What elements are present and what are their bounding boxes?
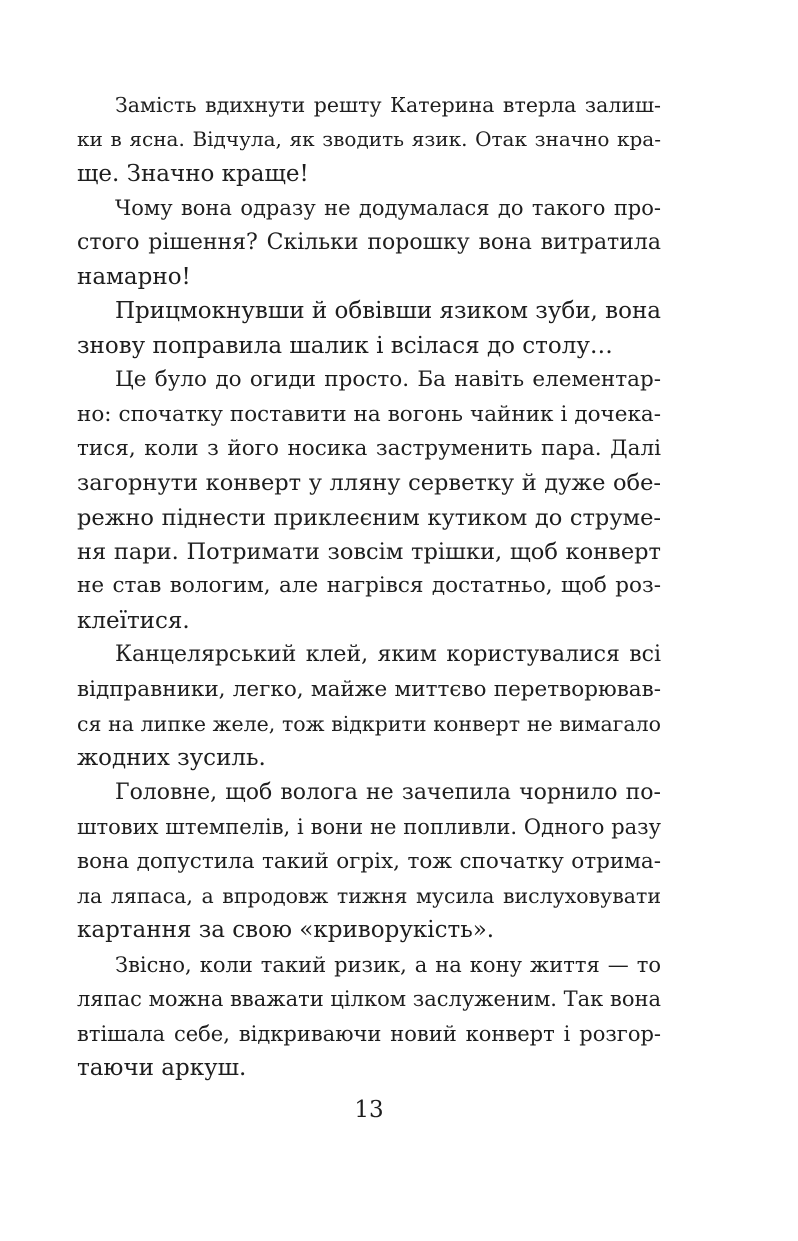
text-line: Канцелярський клей, яким користувалися всі: [115, 642, 661, 668]
text-line: загорнути конверт у лляну серветку й дуже обе-: [77, 470, 661, 497]
paragraph: [77, 88, 661, 191]
text-line: ла ляпаса, а впродовж тижня мусила вислуховувати: [77, 883, 661, 908]
text-line: ня пари. Потримати зовсім трішки, щоб конверт: [77, 539, 661, 566]
text-line: знову поправила шалик і всілася до столу…: [77, 332, 613, 359]
paragraph: [77, 638, 661, 776]
text-line: режно піднести приклеєним кутиком до струме-: [77, 504, 661, 531]
page-number: 13: [354, 1097, 384, 1123]
text-line: Це було до огиди просто. Ба навіть елементар-: [115, 367, 661, 393]
text-line: втішала себе, відкриваючи новий конверт і розгор-: [77, 1021, 661, 1046]
page-body: [77, 88, 661, 1085]
text-line: Звісно, коли такий ризик, а на кону життя — то: [115, 952, 661, 977]
text-line: відправники, легко, майже миттєво перетворював-: [77, 676, 661, 702]
text-line: клеїтися.: [77, 607, 190, 634]
paragraph: [77, 191, 661, 294]
text-line: штових штемпелів, і вони не попливли. Одного разу: [77, 815, 661, 840]
paragraph: [77, 294, 661, 363]
text-line: жодних зусиль.: [77, 745, 266, 772]
text-line: но: спочатку поставити на вогонь чайник і дочека-: [77, 401, 661, 427]
paragraph: [77, 948, 661, 1086]
paragraph: [77, 363, 661, 638]
text-line: Чому вона одразу не додумалася до такого про-: [115, 196, 661, 221]
text-line: ки в ясна. Відчула, як зводить язик. Отак значно кра-: [77, 127, 661, 152]
text-line: стого рішення? Скільки порошку вона витратила: [77, 229, 661, 255]
text-line: картання за свою «криворукість».: [77, 917, 495, 944]
text-line: Головне, щоб волога не зачепила чорнило по-: [115, 779, 661, 805]
text-line: ся на липке желе, тож відкрити конверт не вимагало: [77, 712, 661, 737]
text-line: Прицмокнувши й обвівши язиком зуби, вона: [115, 298, 661, 325]
text-line: таючи аркуш.: [77, 1054, 247, 1081]
text-line: ще. Значно краще!: [77, 160, 309, 187]
text-line: тися, коли з його носика заструменить пара. Далі: [77, 435, 661, 461]
text-line: ляпас можна вважати цілком заслуженим. Так вона: [77, 987, 661, 1012]
text-line: намарно!: [77, 263, 191, 290]
text-line: не став вологим, але нагрівся достатньо, щоб роз-: [77, 573, 661, 599]
text-line: вона допустила такий огріх, тож спочатку отрима-: [77, 848, 661, 874]
text-line: Замість вдихнути решту Катерина втерла залиш-: [115, 93, 661, 117]
paragraph: [77, 776, 661, 948]
